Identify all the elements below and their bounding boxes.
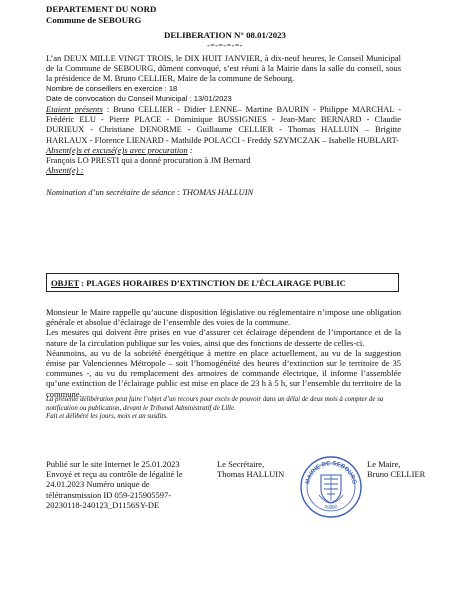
deliberation-title: DELIBERATION N° 08.01/2023 (164, 30, 286, 40)
appeal-notice: La présente délibération peut faire l’objet d’un recours pour excès de pouvoir dans un délai de deux mois à compter de sa notification ou publication, devant le Tribunal Administratif de Lille. (46, 396, 384, 412)
secretary-name: Thomas HALLUIN (217, 469, 285, 480)
mayor-title: Le Maire, (367, 459, 401, 469)
title-separator: -=-=-=-=- (207, 41, 243, 50)
legal-notice (46, 396, 401, 422)
meeting-introduction (46, 53, 401, 198)
mayor-name: Bruno CELLIER (367, 469, 426, 480)
mairie-seal-stamp (299, 455, 363, 519)
present-label: Etaient présents (46, 104, 103, 115)
councillor-count: Nombre de conseillers en exercice : 18 (46, 83, 178, 93)
excused-heading (46, 145, 401, 155)
objet-label: OBJET (51, 278, 80, 288)
intro-paragraph: L’an DEUX MILLE VINGT TROIS, le DIX HUIT JANVIER, à dix-neuf heures, le Conseil Municipal de la Commune de SEBOURG, dûment convoqué, s’est réuni à la Mairie dans la salle du conseil, sous la présidence de M. Bruno CELLIER, Maire de la commune de Sebourg. (46, 53, 401, 84)
present-members (46, 104, 401, 145)
department-name: DEPARTEMENT DU NORD (46, 4, 157, 14)
svg-text:MAIRIE DE SEBOURG: MAIRIE DE SEBOURG (305, 460, 357, 485)
mayor-signature (367, 459, 425, 479)
publication-date: Publié sur le site Internet le 25.01.2023 (46, 459, 180, 469)
transmission-info: Envoyé et reçu au contrôle de légalité le 24.01.2023 Numéro unique de télétransmission ID 059-215905597-20230118-240123_D1156SY-DE (46, 469, 183, 510)
objet-text: : PLAGES HORAIRES D’EXTINCTION DE L’ÉCLAIRAGE PUBLIC (79, 278, 346, 288)
objet-box (46, 273, 399, 292)
absent-label: Absent(e) : (46, 165, 84, 176)
secretary-title: Le Secrétaire, (217, 459, 265, 469)
commune-name: Commune de SEBOURG (46, 14, 142, 25)
publication-info (46, 459, 206, 510)
excused-suffix: : (187, 144, 193, 155)
excused-label: Absent(e)s et excusé(e)s avec procuration (46, 144, 188, 155)
secretary-signature (217, 459, 284, 479)
body-paragraph: Les mesures qui doivent être prises en vue d’assurer cet éclairage dépendent de l’importance et de la nature de la circulation publique sur les voies, ainsi que des fonctions de desserte de celles-ci. (46, 327, 401, 348)
body-paragraph: Monsieur le Maire rappelle qu’aucune disposition législative ou réglementaire n’impose une obligation générale et absolue d’éclairage de l’ensemble des voies de la commune. (46, 307, 401, 328)
proxy-line: François LO PRESTI qui a donné procuration à JM Bernard (46, 155, 251, 166)
document-header (46, 4, 156, 25)
closing-formula: Fait et délibéré les jours, mois et an susdits. (46, 413, 168, 421)
deliberation-body (46, 307, 401, 399)
secretary-nomination: Nomination d’un secrétaire de séance : THOMAS HALLUIN (46, 187, 254, 198)
body-paragraph: Néanmoins, au vu de la sobriété énergétique à mettre en place actuellement, au vu de la suggestion émise par Valenciennes Métropole – soit l’homogénéité des heures d’extinction sur le territoire de 35 communes -, au vu du remplacement des armoires de commande électrique, il informe l’assemblée qu’une extinction de l’éclairage public est mise en place de 23 h à 5 h, sur l’ensemble du territoire de la commune. (46, 347, 401, 399)
present-list: : Bruno CELLIER - Didier LENNE– Martine BAURIN - Philippe MARCHAL - Frédéric ELU - Pierre PLACE - Dominique BUSSIGNIES - Jean-Marc BERNARD - Claudie DURIEUX - Christiane DENORME - Guillaume CELLIER - Thomas HALLUIN – Brigitte HARLAUX - Florence LIENARD - Mathilde POLACCI - Freddy SZYMCZAK – Isabelle HUBLART- (46, 104, 401, 145)
svg-text:59990: 59990 (323, 503, 339, 511)
convocation-date: Date de convocation du Conseil Municipal : 13/01/2023 (46, 93, 232, 103)
